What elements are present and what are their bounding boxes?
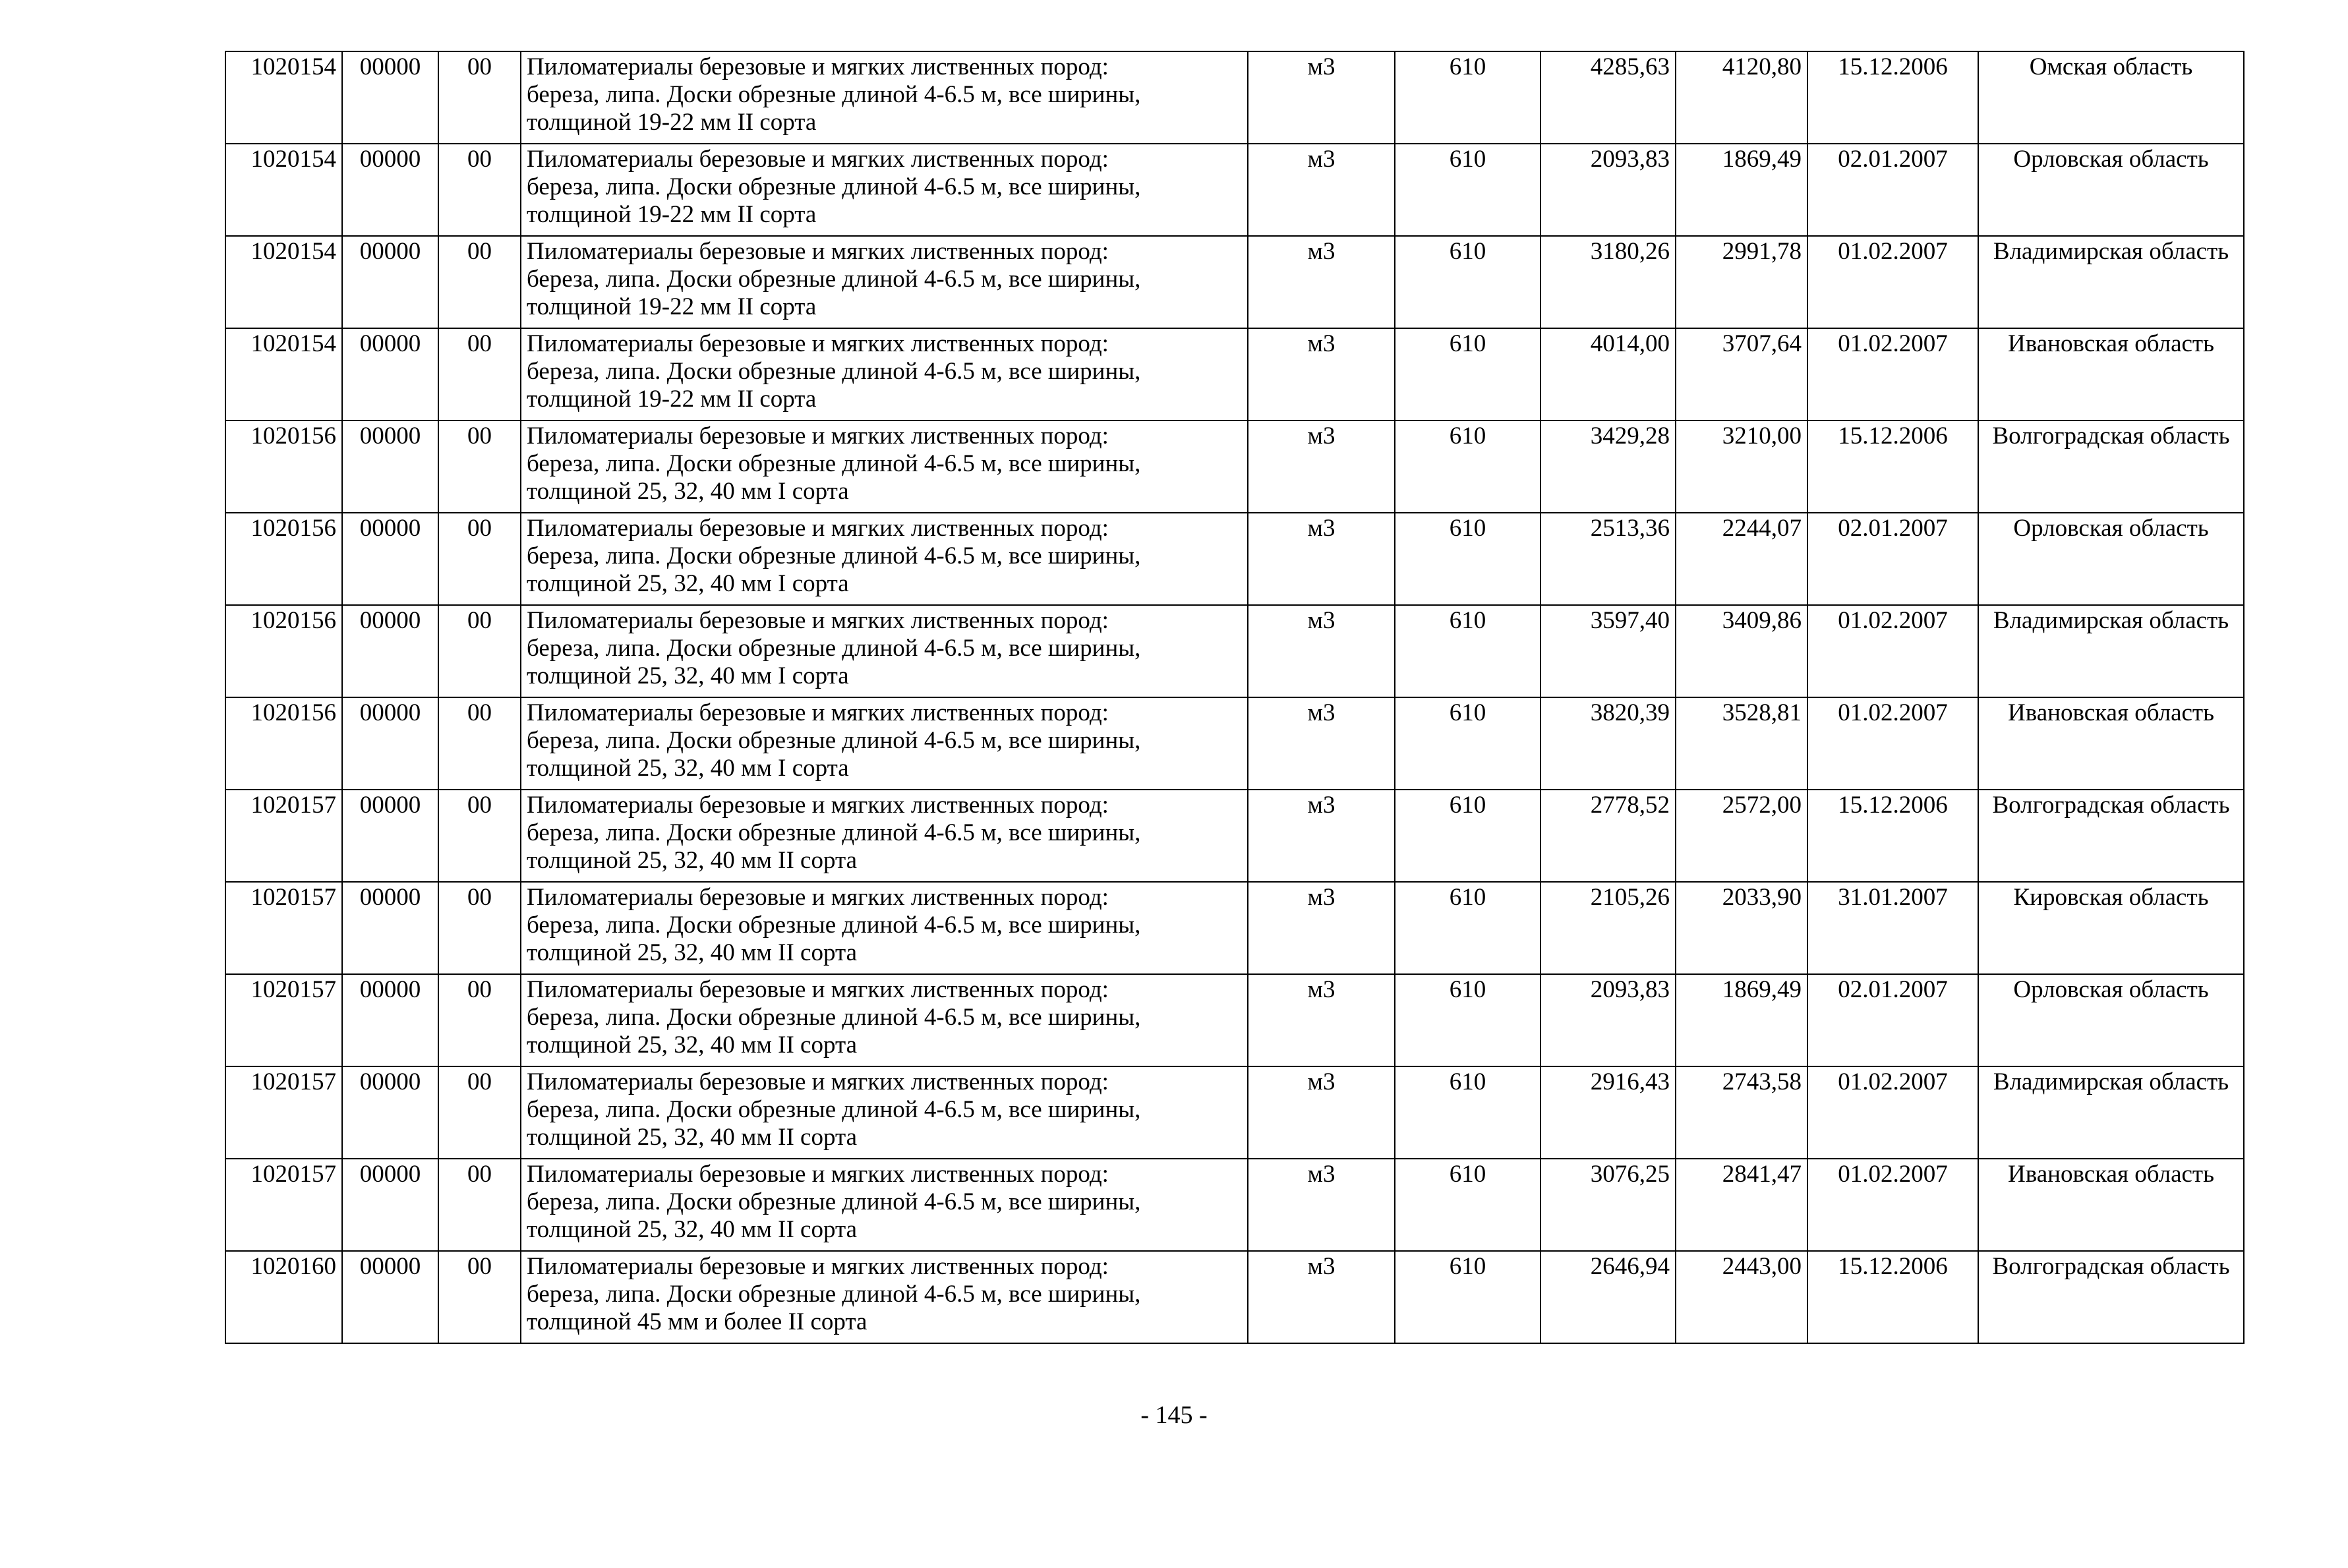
description-line: Пиломатериалы березовые и мягких лиственных пород:	[527, 699, 1109, 726]
row-group-code: 00000	[342, 605, 438, 697]
row-unit: м3	[1248, 421, 1395, 513]
description-line: береза, липа. Доски обрезные длиной 4-6.5 м, все ширины,	[527, 542, 1141, 569]
row-description	[521, 328, 1248, 421]
row-group-code: 00000	[342, 1066, 438, 1159]
row-description	[521, 882, 1248, 974]
description-line: толщиной 25, 32, 40 мм II сорта	[527, 1216, 857, 1243]
description-line: Пиломатериалы березовые и мягких лиственных пород:	[527, 1253, 1109, 1280]
row-sub-code: 00	[438, 236, 521, 328]
row-value: 610	[1395, 790, 1541, 882]
row-region: Орловская область	[1978, 144, 2244, 236]
row-price-1: 3820,39	[1541, 697, 1676, 790]
description-line: береза, липа. Доски обрезные длиной 4-6.5 м, все ширины,	[527, 819, 1141, 846]
row-value: 610	[1395, 1159, 1541, 1251]
description-line: Пиломатериалы березовые и мягких лиственных пород:	[527, 792, 1109, 819]
row-sub-code: 00	[438, 421, 521, 513]
row-region: Омская область	[1978, 51, 2244, 144]
row-group-code: 00000	[342, 421, 438, 513]
row-sub-code: 00	[438, 1066, 521, 1159]
row-date: 01.02.2007	[1807, 605, 1978, 697]
description-line: толщиной 45 мм и более II сорта	[527, 1308, 867, 1335]
row-group-code: 00000	[342, 1251, 438, 1343]
row-value: 610	[1395, 51, 1541, 144]
row-sub-code: 00	[438, 1251, 521, 1343]
description-line: толщиной 25, 32, 40 мм II сорта	[527, 1031, 857, 1059]
row-description	[521, 51, 1248, 144]
table-body	[225, 51, 2244, 1343]
row-region: Волгоградская область	[1978, 1251, 2244, 1343]
row-region: Ивановская область	[1978, 328, 2244, 421]
row-unit: м3	[1248, 974, 1395, 1066]
row-description	[521, 421, 1248, 513]
row-unit: м3	[1248, 1159, 1395, 1251]
description-line: береза, липа. Доски обрезные длиной 4-6.5 м, все ширины,	[527, 727, 1141, 754]
row-date: 02.01.2007	[1807, 144, 1978, 236]
row-code: 1020157	[225, 790, 342, 882]
description-line: толщиной 25, 32, 40 мм II сорта	[527, 1124, 857, 1151]
description-line: Пиломатериалы березовые и мягких лиственных пород:	[527, 515, 1109, 542]
description-line: толщиной 25, 32, 40 мм II сорта	[527, 847, 857, 874]
description-line: береза, липа. Доски обрезные длиной 4-6.5 м, все ширины,	[527, 635, 1141, 662]
description-line: Пиломатериалы березовые и мягких лиственных пород:	[527, 1068, 1109, 1095]
description-line: Пиломатериалы березовые и мягких лиственных пород:	[527, 330, 1109, 357]
description-line: береза, липа. Доски обрезные длиной 4-6.5 м, все ширины,	[527, 1281, 1141, 1308]
row-region: Орловская область	[1978, 974, 2244, 1066]
row-value: 610	[1395, 882, 1541, 974]
row-value: 610	[1395, 974, 1541, 1066]
row-description	[521, 236, 1248, 328]
description-line: Пиломатериалы березовые и мягких лиственных пород:	[527, 53, 1109, 80]
row-sub-code: 00	[438, 144, 521, 236]
row-code: 1020157	[225, 882, 342, 974]
row-sub-code: 00	[438, 697, 521, 790]
row-price-1: 4014,00	[1541, 328, 1676, 421]
row-description	[521, 144, 1248, 236]
row-code: 1020160	[225, 1251, 342, 1343]
table-row	[225, 421, 2244, 513]
row-code: 1020157	[225, 1066, 342, 1159]
description-line: толщиной 19-22 мм II сорта	[527, 386, 817, 413]
row-price-2: 2572,00	[1676, 790, 1807, 882]
table-row	[225, 328, 2244, 421]
row-unit: м3	[1248, 328, 1395, 421]
row-sub-code: 00	[438, 974, 521, 1066]
row-unit: м3	[1248, 513, 1395, 605]
row-value: 610	[1395, 513, 1541, 605]
row-code: 1020154	[225, 51, 342, 144]
row-price-2: 3210,00	[1676, 421, 1807, 513]
row-date: 15.12.2006	[1807, 1251, 1978, 1343]
row-region: Ивановская область	[1978, 1159, 2244, 1251]
description-line: береза, липа. Доски обрезные длиной 4-6.5 м, все ширины,	[527, 450, 1141, 477]
row-price-2: 2841,47	[1676, 1159, 1807, 1251]
row-unit: м3	[1248, 790, 1395, 882]
table-row	[225, 1251, 2244, 1343]
row-region: Волгоградская область	[1978, 421, 2244, 513]
row-region: Кировская область	[1978, 882, 2244, 974]
row-code: 1020154	[225, 144, 342, 236]
row-price-2: 2991,78	[1676, 236, 1807, 328]
description-line: толщиной 19-22 мм II сорта	[527, 201, 817, 228]
description-line: толщиной 25, 32, 40 мм I сорта	[527, 755, 849, 782]
row-group-code: 00000	[342, 1159, 438, 1251]
row-date: 15.12.2006	[1807, 790, 1978, 882]
page-number: - 145 -	[1140, 1401, 1208, 1429]
table-row	[225, 144, 2244, 236]
row-group-code: 00000	[342, 790, 438, 882]
table-row	[225, 1066, 2244, 1159]
description-line: береза, липа. Доски обрезные длиной 4-6.5 м, все ширины,	[527, 912, 1141, 939]
row-group-code: 00000	[342, 513, 438, 605]
description-line: толщиной 19-22 мм II сорта	[527, 109, 817, 136]
row-value: 610	[1395, 144, 1541, 236]
row-sub-code: 00	[438, 605, 521, 697]
row-price-2: 2743,58	[1676, 1066, 1807, 1159]
row-sub-code: 00	[438, 51, 521, 144]
table-row	[225, 882, 2244, 974]
description-line: толщиной 25, 32, 40 мм I сорта	[527, 570, 849, 597]
description-line: Пиломатериалы березовые и мягких лиственных пород:	[527, 1161, 1109, 1188]
row-price-1: 2093,83	[1541, 974, 1676, 1066]
row-price-1: 3597,40	[1541, 605, 1676, 697]
row-region: Ивановская область	[1978, 697, 2244, 790]
row-price-1: 2916,43	[1541, 1066, 1676, 1159]
row-value: 610	[1395, 1251, 1541, 1343]
description-line: толщиной 25, 32, 40 мм I сорта	[527, 662, 849, 689]
row-unit: м3	[1248, 605, 1395, 697]
row-description	[521, 1159, 1248, 1251]
description-line: Пиломатериалы березовые и мягких лиственных пород:	[527, 884, 1109, 911]
row-date: 02.01.2007	[1807, 974, 1978, 1066]
row-region: Владимирская область	[1978, 236, 2244, 328]
row-price-2: 1869,49	[1676, 144, 1807, 236]
row-group-code: 00000	[342, 882, 438, 974]
table-row	[225, 974, 2244, 1066]
row-date: 31.01.2007	[1807, 882, 1978, 974]
row-code: 1020157	[225, 974, 342, 1066]
row-region: Владимирская область	[1978, 1066, 2244, 1159]
row-price-2: 2443,00	[1676, 1251, 1807, 1343]
row-price-1: 4285,63	[1541, 51, 1676, 144]
row-date: 15.12.2006	[1807, 51, 1978, 144]
row-price-2: 1869,49	[1676, 974, 1807, 1066]
row-unit: м3	[1248, 144, 1395, 236]
row-date: 01.02.2007	[1807, 328, 1978, 421]
row-value: 610	[1395, 697, 1541, 790]
row-date: 01.02.2007	[1807, 1159, 1978, 1251]
row-unit: м3	[1248, 1251, 1395, 1343]
row-date: 01.02.2007	[1807, 1066, 1978, 1159]
row-sub-code: 00	[438, 882, 521, 974]
row-value: 610	[1395, 1066, 1541, 1159]
description-line: береза, липа. Доски обрезные длиной 4-6.5 м, все ширины,	[527, 358, 1141, 385]
row-code: 1020154	[225, 328, 342, 421]
row-group-code: 00000	[342, 144, 438, 236]
row-description	[521, 790, 1248, 882]
row-unit: м3	[1248, 1066, 1395, 1159]
row-price-2: 3707,64	[1676, 328, 1807, 421]
row-date: 15.12.2006	[1807, 421, 1978, 513]
description-line: Пиломатериалы березовые и мягких лиственных пород:	[527, 238, 1109, 265]
description-line: Пиломатериалы березовые и мягких лиственных пород:	[527, 607, 1109, 634]
row-description	[521, 974, 1248, 1066]
row-unit: м3	[1248, 236, 1395, 328]
price-table	[225, 51, 2245, 1344]
row-unit: м3	[1248, 882, 1395, 974]
description-line: береза, липа. Доски обрезные длиной 4-6.5 м, все ширины,	[527, 1096, 1141, 1123]
row-price-2: 3409,86	[1676, 605, 1807, 697]
row-description	[521, 1251, 1248, 1343]
row-price-2: 2033,90	[1676, 882, 1807, 974]
row-unit: м3	[1248, 51, 1395, 144]
description-line: береза, липа. Доски обрезные длиной 4-6.5 м, все ширины,	[527, 266, 1141, 293]
row-description	[521, 605, 1248, 697]
table-row	[225, 605, 2244, 697]
description-line: толщиной 25, 32, 40 мм I сорта	[527, 478, 849, 505]
description-line: толщиной 25, 32, 40 мм II сорта	[527, 939, 857, 966]
row-value: 610	[1395, 236, 1541, 328]
row-price-2: 2244,07	[1676, 513, 1807, 605]
row-group-code: 00000	[342, 328, 438, 421]
description-line: береза, липа. Доски обрезные длиной 4-6.5 м, все ширины,	[527, 1004, 1141, 1031]
row-sub-code: 00	[438, 790, 521, 882]
row-date: 01.02.2007	[1807, 697, 1978, 790]
row-sub-code: 00	[438, 513, 521, 605]
description-line: толщиной 19-22 мм II сорта	[527, 293, 817, 320]
row-unit: м3	[1248, 697, 1395, 790]
description-line: Пиломатериалы березовые и мягких лиственных пород:	[527, 976, 1109, 1003]
description-line: береза, липа. Доски обрезные длиной 4-6.5 м, все ширины,	[527, 81, 1141, 108]
row-price-1: 2513,36	[1541, 513, 1676, 605]
row-price-1: 2778,52	[1541, 790, 1676, 882]
row-code: 1020156	[225, 605, 342, 697]
row-price-1: 2093,83	[1541, 144, 1676, 236]
description-line: береза, липа. Доски обрезные длиной 4-6.5 м, все ширины,	[527, 173, 1141, 200]
row-code: 1020157	[225, 1159, 342, 1251]
row-price-1: 3180,26	[1541, 236, 1676, 328]
row-code: 1020156	[225, 513, 342, 605]
row-value: 610	[1395, 605, 1541, 697]
row-region: Владимирская область	[1978, 605, 2244, 697]
row-date: 01.02.2007	[1807, 236, 1978, 328]
row-price-1: 3429,28	[1541, 421, 1676, 513]
table-row	[225, 51, 2244, 144]
row-price-2: 3528,81	[1676, 697, 1807, 790]
row-description	[521, 1066, 1248, 1159]
row-sub-code: 00	[438, 1159, 521, 1251]
row-sub-code: 00	[438, 328, 521, 421]
row-code: 1020156	[225, 421, 342, 513]
row-value: 610	[1395, 328, 1541, 421]
row-group-code: 00000	[342, 974, 438, 1066]
row-description	[521, 513, 1248, 605]
row-code: 1020156	[225, 697, 342, 790]
row-price-2: 4120,80	[1676, 51, 1807, 144]
description-line: Пиломатериалы березовые и мягких лиственных пород:	[527, 146, 1109, 173]
row-group-code: 00000	[342, 51, 438, 144]
table-row	[225, 790, 2244, 882]
row-group-code: 00000	[342, 697, 438, 790]
table-row	[225, 236, 2244, 328]
table-row	[225, 1159, 2244, 1251]
description-line: Пиломатериалы березовые и мягких лиственных пород:	[527, 422, 1109, 450]
row-group-code: 00000	[342, 236, 438, 328]
description-line: береза, липа. Доски обрезные длиной 4-6.5 м, все ширины,	[527, 1188, 1141, 1215]
row-region: Орловская область	[1978, 513, 2244, 605]
row-region: Волгоградская область	[1978, 790, 2244, 882]
table-row	[225, 697, 2244, 790]
row-price-1: 3076,25	[1541, 1159, 1676, 1251]
row-code: 1020154	[225, 236, 342, 328]
row-value: 610	[1395, 421, 1541, 513]
row-date: 02.01.2007	[1807, 513, 1978, 605]
row-price-1: 2105,26	[1541, 882, 1676, 974]
table-row	[225, 513, 2244, 605]
row-price-1: 2646,94	[1541, 1251, 1676, 1343]
row-description	[521, 697, 1248, 790]
